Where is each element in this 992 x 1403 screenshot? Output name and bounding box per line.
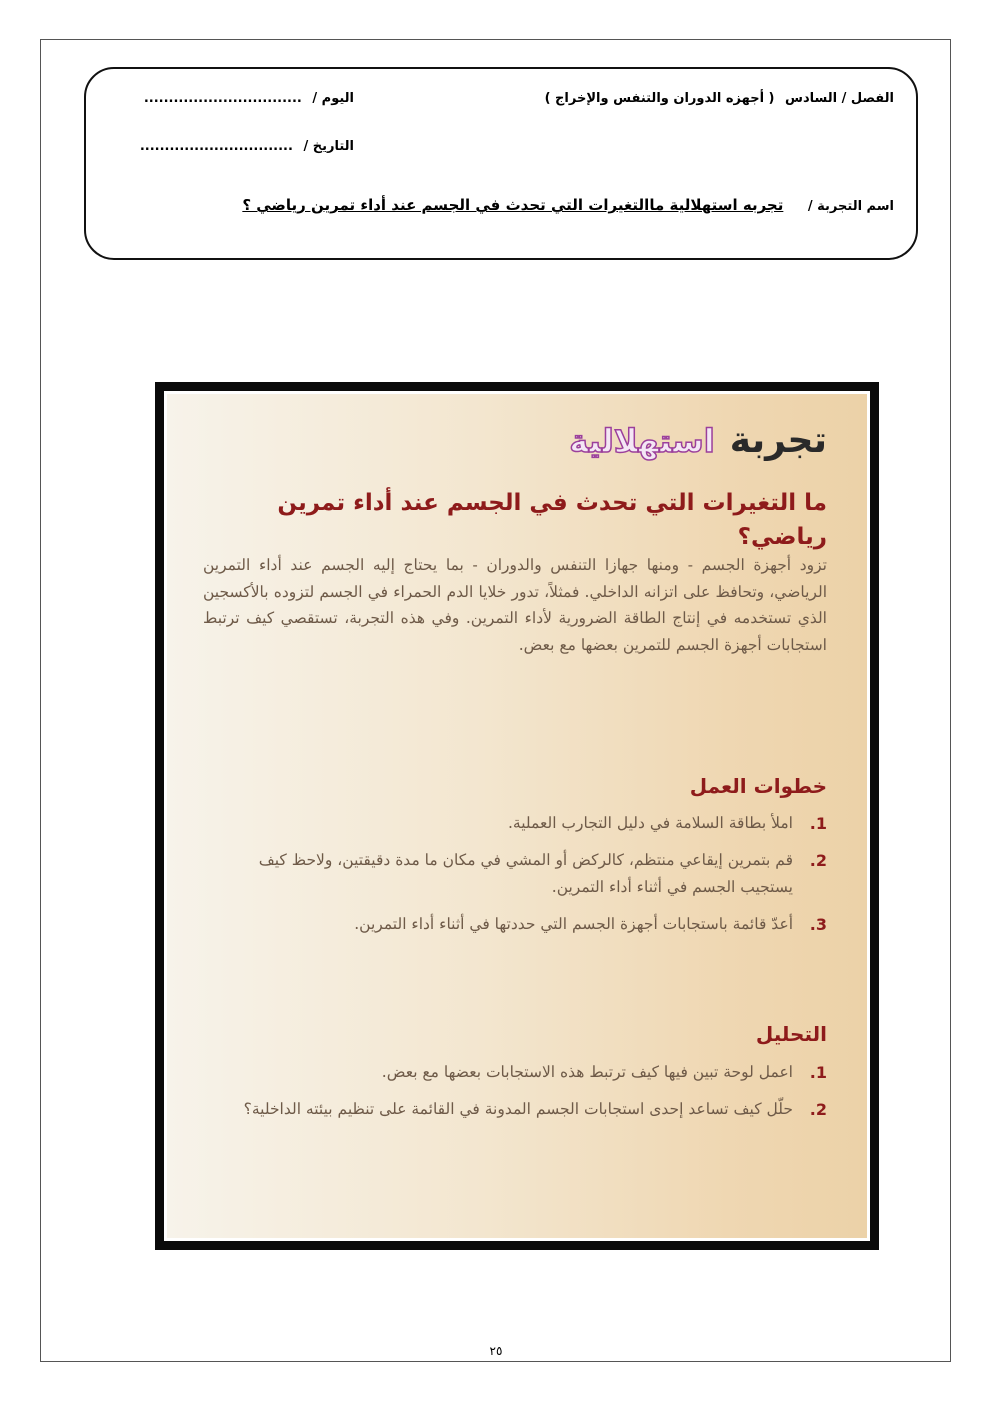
excerpt-question: ما التغيرات التي تحدث في الجسم عند أداء تمرين رياضي؟: [277, 490, 827, 550]
date-line: [140, 139, 354, 154]
list-item: [203, 847, 827, 901]
heading-word-experiment: تجربة: [729, 420, 827, 461]
chapter-label: الفصل / السادس: [785, 91, 894, 106]
excerpt-panel: [164, 391, 870, 1241]
chapter-line: [545, 91, 894, 106]
textbook-excerpt: [155, 382, 879, 1250]
step-number: 1.: [809, 814, 827, 833]
analysis-number: 2.: [809, 1100, 827, 1119]
analysis-text: اعمل لوحة تبين فيها كيف ترتبط هذه الاستجابات بعضها مع بعض.: [381, 1063, 793, 1081]
excerpt-body: تزود أجهزة الجسم - ومنها جهازا التنفس والدوران - بما يحتاج إليه الجسم عند أداء التمرين الرياضي، وتحافظ على اتزانه الداخلي. فمثلاً، تدور خلايا الدم الحمراء في الجسم لتزوده بالأكسجين الذي تستخدمه في إنتاج الطاقة الضرورية لأداء التمرين. وفي هذه التجربة، تستقصي كيف ترتبط استجابات أجهزة الجسم للتمرين بعضها مع بعض.: [203, 556, 827, 654]
day-value: ................................: [143, 91, 302, 106]
list-item: [203, 1096, 827, 1123]
step-text: املأ بطاقة السلامة في دليل التجارب العملية.: [507, 814, 793, 832]
steps-list: [203, 810, 827, 948]
list-item: [203, 1059, 827, 1086]
analysis-text: حلّل كيف تساعد إحدى استجابات الجسم المدونة في القائمة على تنظيم بيئته الداخلية؟: [243, 1100, 793, 1118]
page-number: ٢٥: [489, 1344, 503, 1358]
date-label: التاريخ /: [303, 139, 354, 154]
step-number: 2.: [809, 851, 827, 870]
experiment-line: [242, 196, 894, 214]
header-box: [84, 67, 918, 260]
date-value: ...............................: [139, 139, 293, 154]
step-number: 3.: [809, 915, 827, 934]
experiment-label: اسم التجربة /: [807, 199, 894, 214]
excerpt-heading: [569, 420, 827, 461]
analysis-number: 1.: [809, 1063, 827, 1082]
chapter-topic: ( أجهزه الدوران والتنفس والإخراج ): [544, 91, 775, 106]
day-line: [144, 91, 354, 106]
analysis-list: [203, 1059, 827, 1133]
experiment-title: تجربه استهلالية ماالتغيرات التي تحدث في الجسم عند أداء تمرين رياضي ؟: [242, 196, 784, 214]
day-label: اليوم /: [312, 91, 354, 106]
analysis-title: التحليل: [755, 1022, 827, 1046]
step-text: أعدّ قائمة باستجابات أجهزة الجسم التي حددتها في أثناء أداء التمرين.: [354, 915, 793, 933]
list-item: [203, 911, 827, 938]
list-item: [203, 810, 827, 837]
step-text: قم بتمرين إيقاعي منتظم، كالركض أو المشي في مكان ما مدة دقيقتين، ولاحظ كيف يستجيب الجسم في أثناء أداء التمرين.: [258, 851, 793, 896]
steps-title: خطوات العمل: [689, 774, 827, 798]
heading-word-introductory: استهلالية: [569, 422, 715, 460]
